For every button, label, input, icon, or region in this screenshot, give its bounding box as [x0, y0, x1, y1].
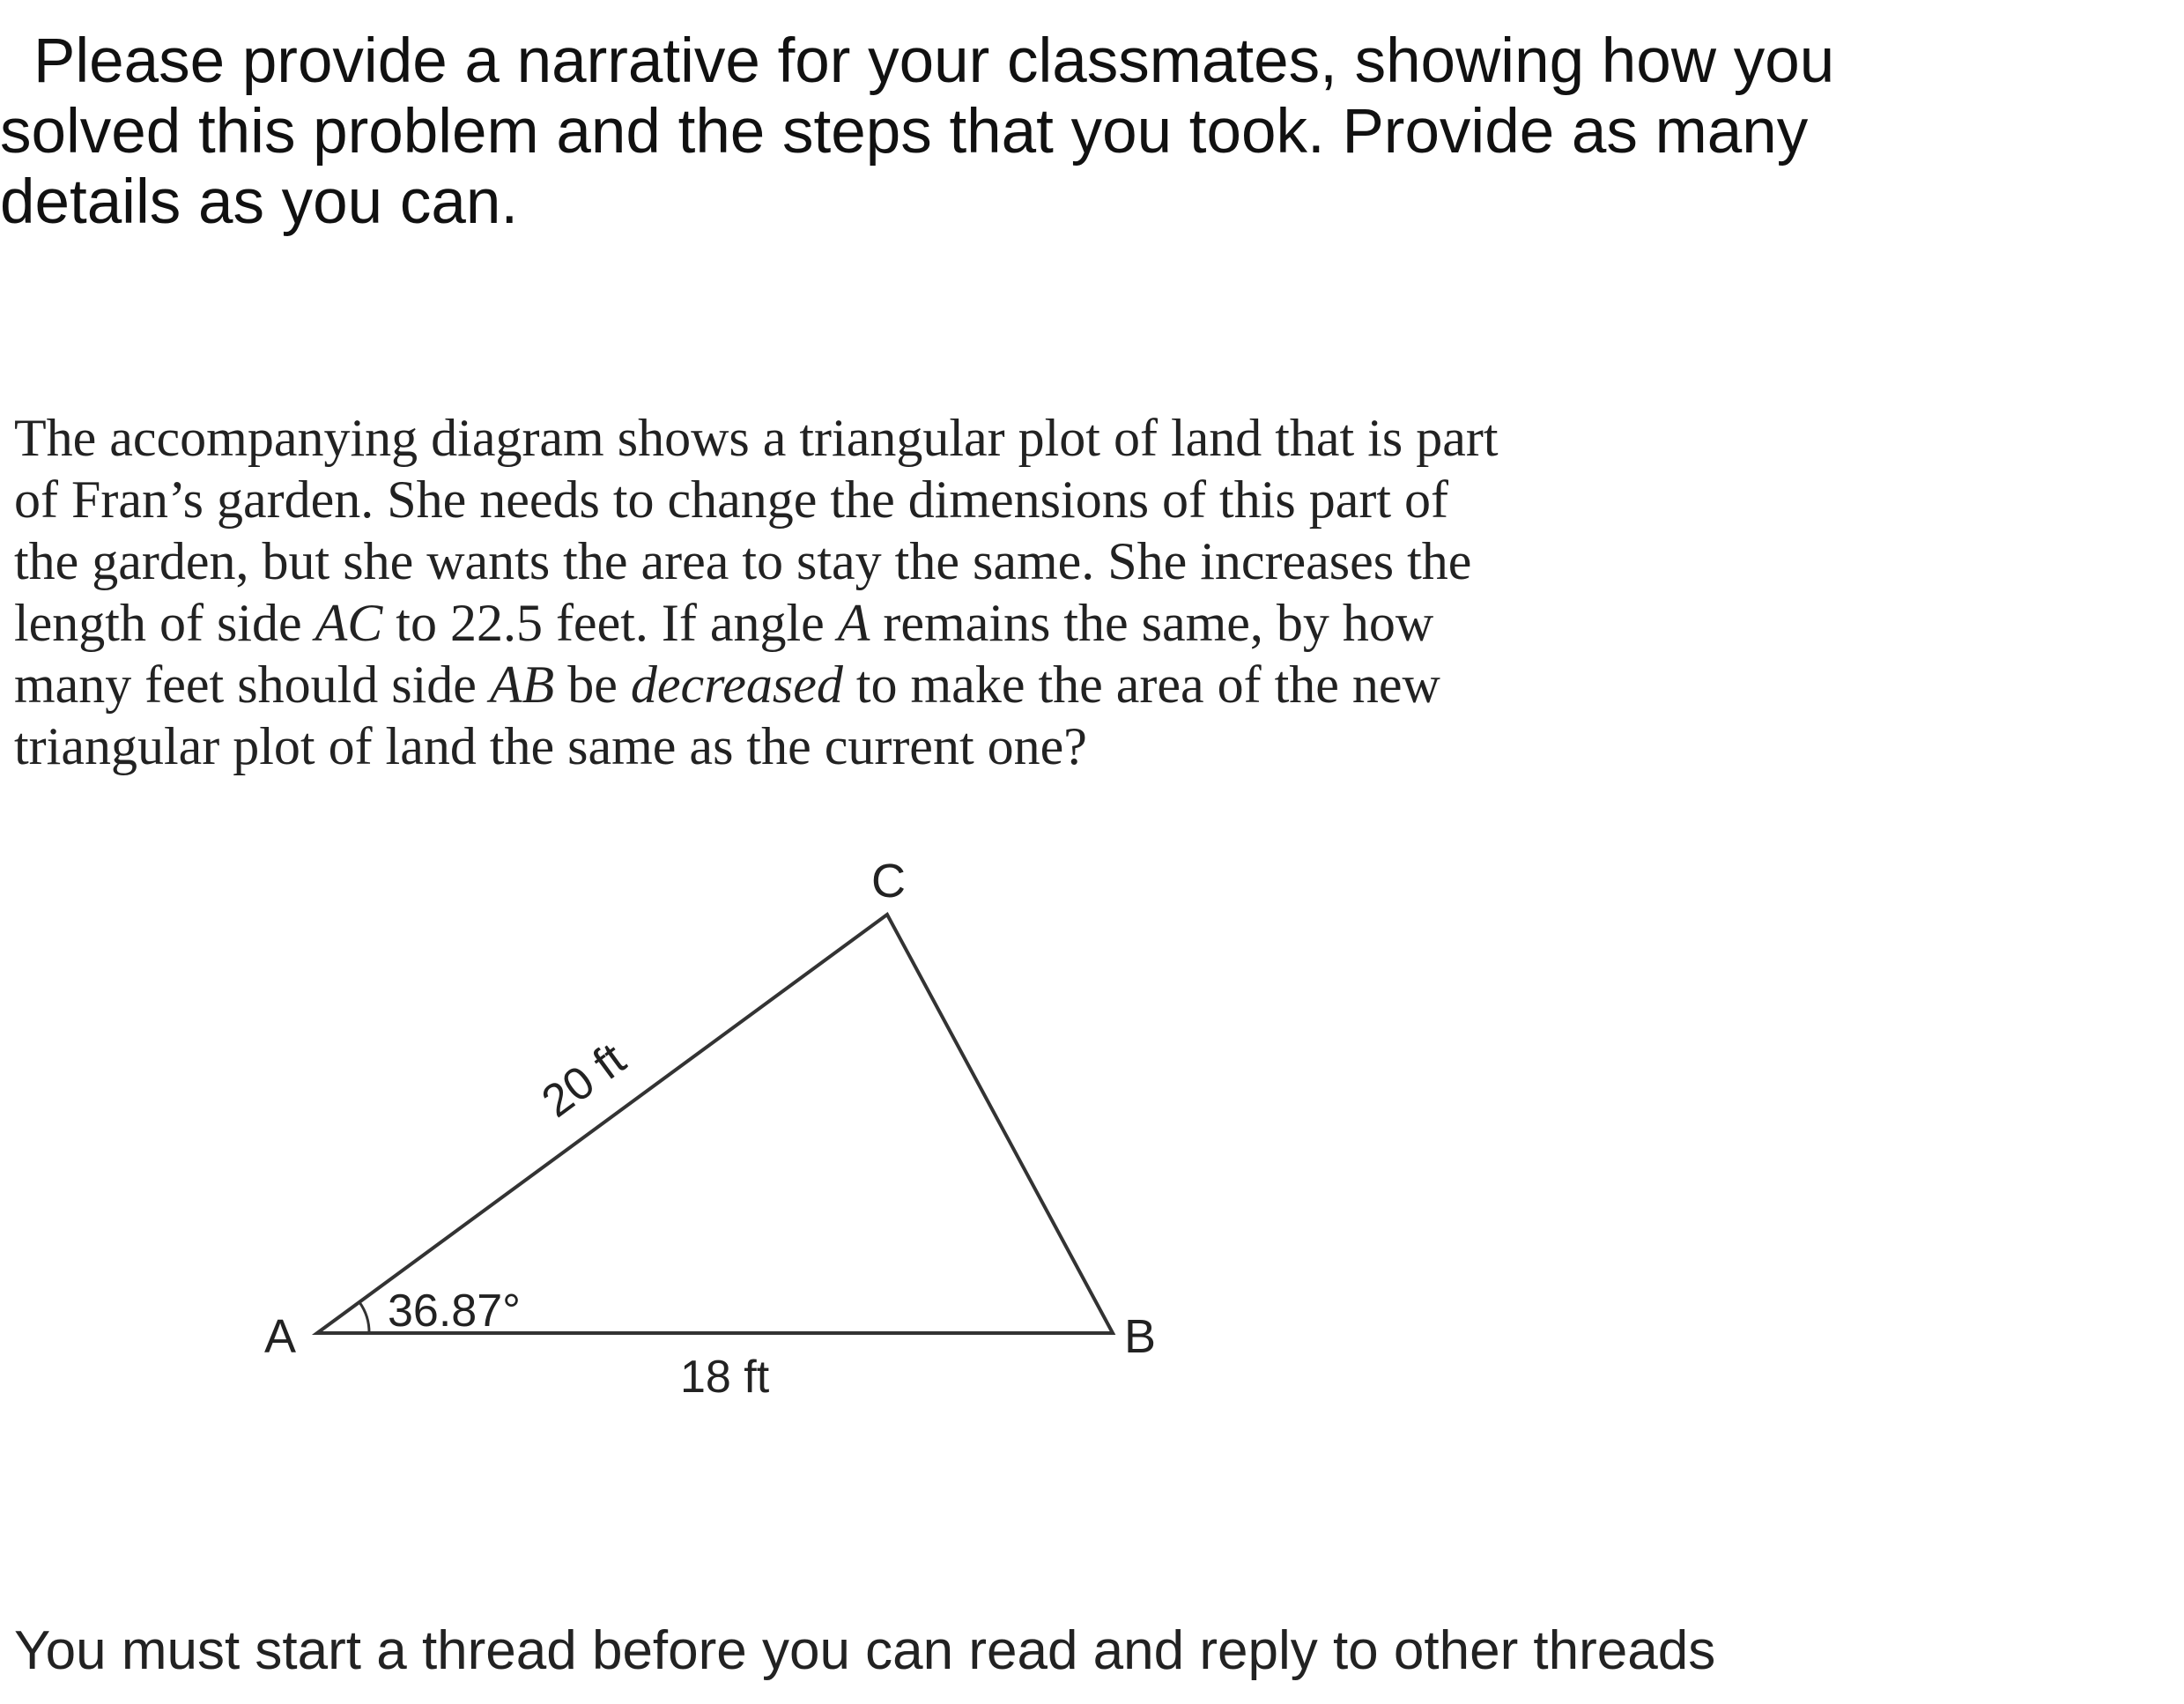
triangle-abc — [317, 915, 1113, 1333]
problem-line-4 — [14, 592, 1626, 654]
angle-a-ref: A — [837, 594, 870, 652]
problem-line-3: the garden, but she wants the area to stay the same. She increases the — [14, 532, 1472, 590]
problem-line-4-part-a: length of side — [14, 594, 315, 652]
problem-line-5-part-e: to make the area of the new — [842, 656, 1440, 714]
side-ac-ref: AC — [315, 594, 383, 652]
decreased-emphasis: decreased — [630, 656, 843, 714]
prompt-line-2: solved this problem and the steps that you took. Provide as many — [0, 97, 1809, 167]
problem-line-6: triangular plot of land the same as the current one? — [14, 717, 1087, 775]
vertex-c-label: C — [871, 855, 906, 908]
problem-line-5-part-a: many feet should side — [14, 656, 490, 714]
vertex-b-label: B — [1124, 1310, 1157, 1363]
problem-line-4-part-e: remains the same, by how — [870, 594, 1434, 652]
side-ab-ref: AB — [489, 656, 555, 714]
problem-line-4-part-c: to 22.5 feet. If angle — [382, 594, 838, 652]
discussion-prompt — [0, 26, 2026, 238]
prompt-line-1: Please provide a narrative for your classmates, showing how you — [33, 26, 1835, 96]
problem-statement — [14, 407, 1626, 777]
side-ab-length: 18 ft — [680, 1352, 770, 1403]
problem-line-5-part-c: be — [554, 656, 631, 714]
angle-a-measure: 36.87° — [388, 1285, 521, 1337]
prompt-line-3: details as you can. — [0, 167, 519, 237]
vertex-a-label: A — [264, 1310, 297, 1363]
problem-line-2: of Fran’s garden. She needs to change the dimensions of this part of — [14, 470, 1448, 529]
side-ac-length: 20 ft — [532, 1034, 635, 1128]
angle-a-arc — [359, 1302, 369, 1333]
problem-line-1: The accompanying diagram shows a triangular plot of land that is part — [14, 409, 1499, 467]
thread-notice: You must start a thread before you can read and reply to other threads — [14, 1620, 1716, 1681]
problem-line-5 — [14, 654, 1626, 715]
